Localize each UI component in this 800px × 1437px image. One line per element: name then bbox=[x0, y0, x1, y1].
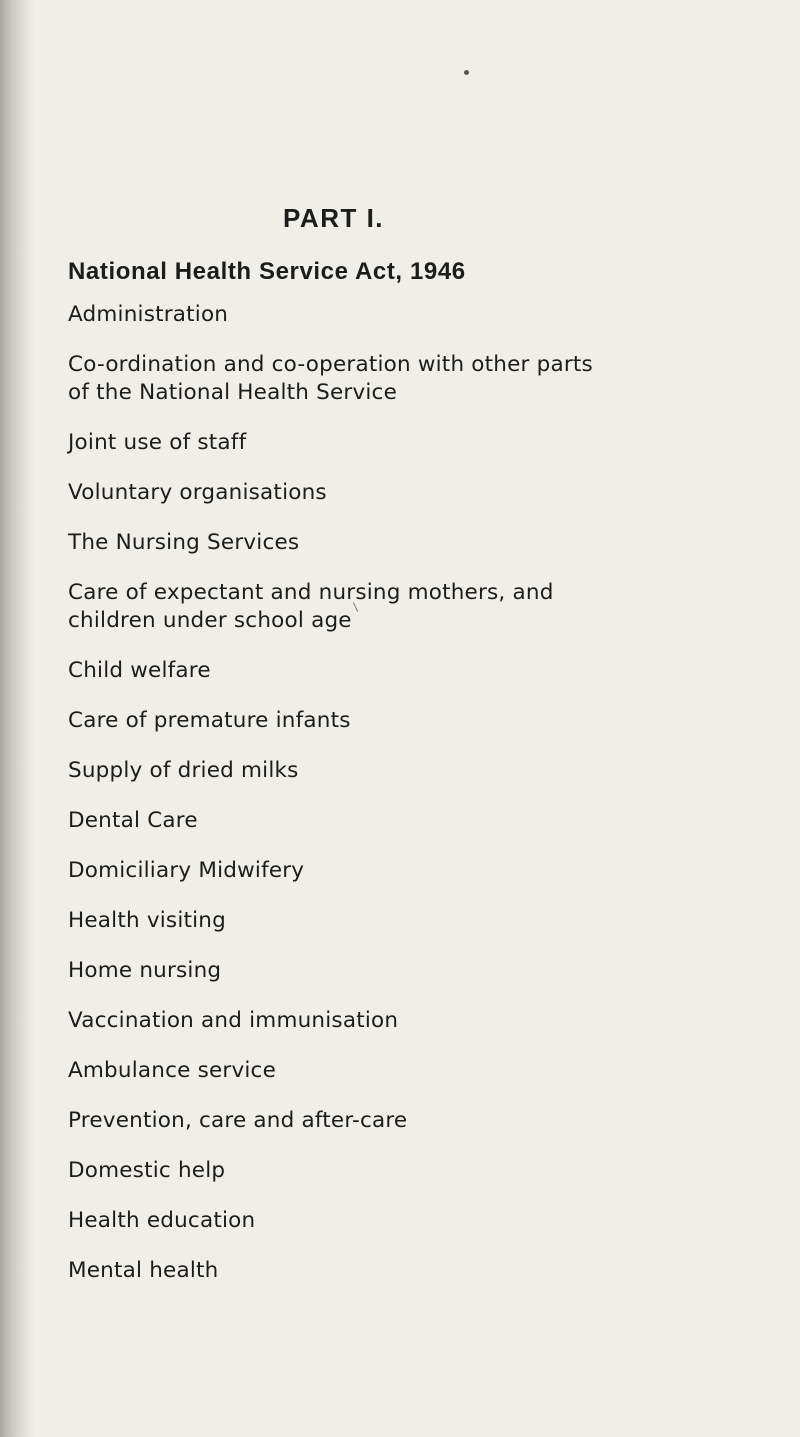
list-item: Joint use of staff bbox=[68, 430, 247, 455]
list-item: Health education bbox=[68, 1208, 256, 1233]
part-heading: PART I. bbox=[283, 203, 385, 233]
list-item: Co-ordination and co-operation with other parts of the National Health Service bbox=[68, 352, 593, 405]
list-item: Voluntary organisations bbox=[68, 480, 327, 505]
list-item: Domiciliary Midwifery bbox=[68, 858, 305, 883]
list-item: Administration bbox=[68, 302, 229, 327]
list-item: Domestic help bbox=[68, 1158, 226, 1183]
page-binding-edge bbox=[0, 0, 34, 1437]
list-item: Home nursing bbox=[68, 958, 222, 983]
list-item: Prevention, care and after-care bbox=[68, 1108, 408, 1133]
list-item: Dental Care bbox=[68, 808, 198, 833]
list-item: The Nursing Services bbox=[68, 530, 300, 555]
list-item: Ambulance service bbox=[68, 1058, 276, 1083]
act-title: National Health Service Act, 1946 bbox=[68, 258, 466, 285]
list-item: Care of premature infants bbox=[68, 708, 351, 733]
ink-speck bbox=[464, 70, 469, 75]
list-item: Vaccination and immunisation bbox=[68, 1008, 399, 1033]
list-item: Health visiting bbox=[68, 908, 226, 933]
contents-list bbox=[68, 301, 788, 1285]
list-item: Supply of dried milks bbox=[68, 758, 299, 783]
list-item: Mental health bbox=[68, 1258, 219, 1283]
list-item: Care of expectant and nursing mothers, and children under school age bbox=[68, 580, 554, 633]
list-item: Child welfare bbox=[68, 658, 211, 683]
